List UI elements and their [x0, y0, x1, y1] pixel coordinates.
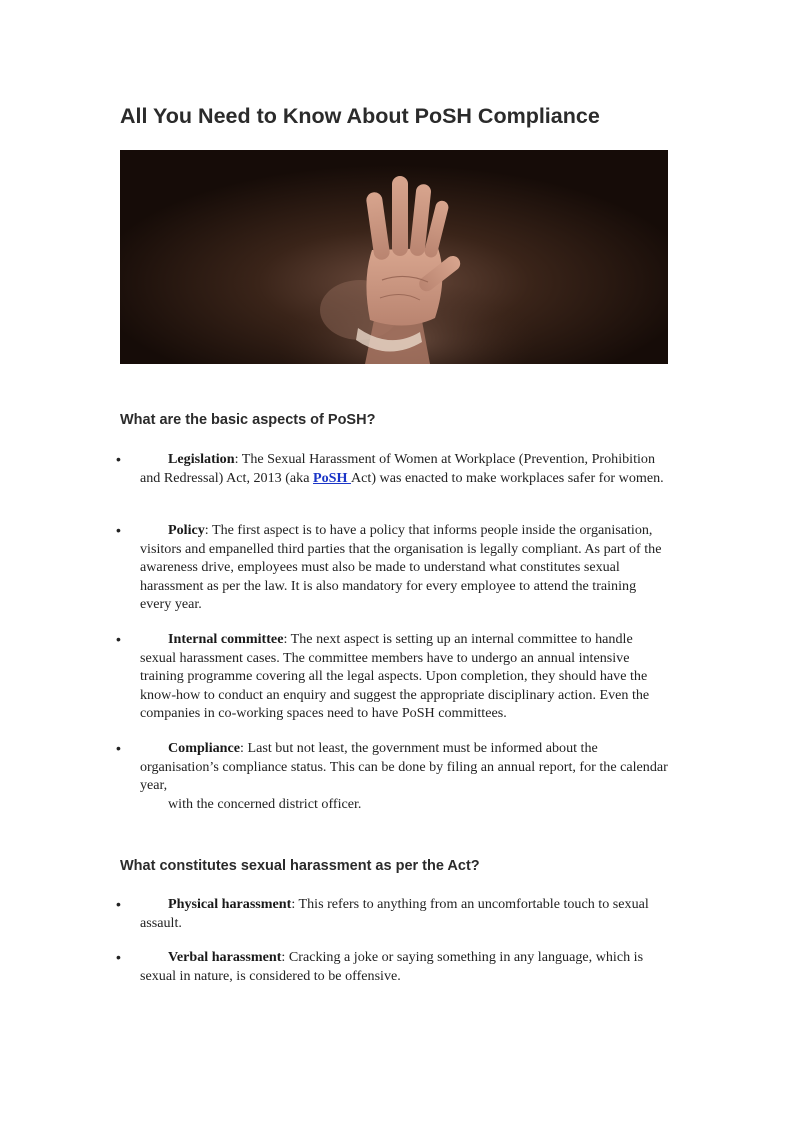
list-item-internal-committee	[140, 630, 668, 723]
page-title: All You Need to Know About PoSH Compliance	[120, 104, 600, 128]
item-text: : The next aspect is setting up an internal committee to handle sexual harassment cases. The committee members have to undergo an annual intensive training programme covering all the legal aspects. Upon completion, they should have the know-how to conduct an enquiry and suggest the appropriate disciplinary action. Even the companies in co-working spaces need to have PoSH committees.	[140, 631, 650, 721]
item-term: Verbal harassment	[168, 949, 282, 965]
list-item-verbal-harassment	[140, 948, 668, 985]
list-item-policy	[140, 521, 668, 614]
item-term: Legislation	[168, 451, 235, 467]
item-text: : The Sexual Harassment of Women at Workplace (Prevention, Prohibition and Redressal) Act, 2013 (aka	[140, 451, 656, 486]
item-text: : This refers to anything from an uncomfortable touch to sexual assault.	[140, 896, 649, 931]
item-term: Physical harassment	[168, 896, 292, 912]
posh-link[interactable]: PoSH	[313, 469, 351, 486]
bullet-icon: •	[116, 740, 121, 756]
item-term: Compliance	[168, 740, 241, 756]
item-continuation: with the concerned district officer.	[168, 795, 362, 812]
list-item-compliance	[140, 739, 668, 813]
item-text: : Cracking a joke or saying something in any language, which is sexual in nature, is considered to be offensive.	[140, 949, 644, 984]
hero-image	[120, 150, 668, 364]
bullet-icon: •	[116, 949, 121, 965]
bullet-icon: •	[116, 522, 121, 538]
list-item-physical-harassment	[140, 895, 668, 932]
bullet-icon: •	[116, 896, 121, 912]
list-item-legislation	[140, 450, 668, 487]
section-heading-basic-aspects: What are the basic aspects of PoSH?	[120, 412, 376, 428]
item-term: Policy	[168, 522, 205, 538]
bullet-icon: •	[116, 631, 121, 647]
raised-hand-photo-icon	[120, 150, 668, 364]
item-text: : The first aspect is to have a policy that informs people inside the organisation, visitors and empanelled third parties that the organisation is legally compliant. As part of the awareness drive, employees must also be made to understand what constitutes sexual harassment as per the law. It is also mandatory for every employee to attend the training every year.	[140, 522, 662, 612]
item-text-after-link: Act) was enacted to make workplaces safer for women.	[350, 469, 664, 486]
bullet-icon: •	[116, 451, 121, 467]
section-heading-what-constitutes: What constitutes sexual harassment as per the Act?	[120, 858, 480, 874]
item-text: : Last but not least, the government must be informed about the organisation’s compliance status. This can be done by filing an annual report, for the calendar year,	[140, 740, 668, 793]
item-term: Internal committee	[168, 631, 284, 647]
